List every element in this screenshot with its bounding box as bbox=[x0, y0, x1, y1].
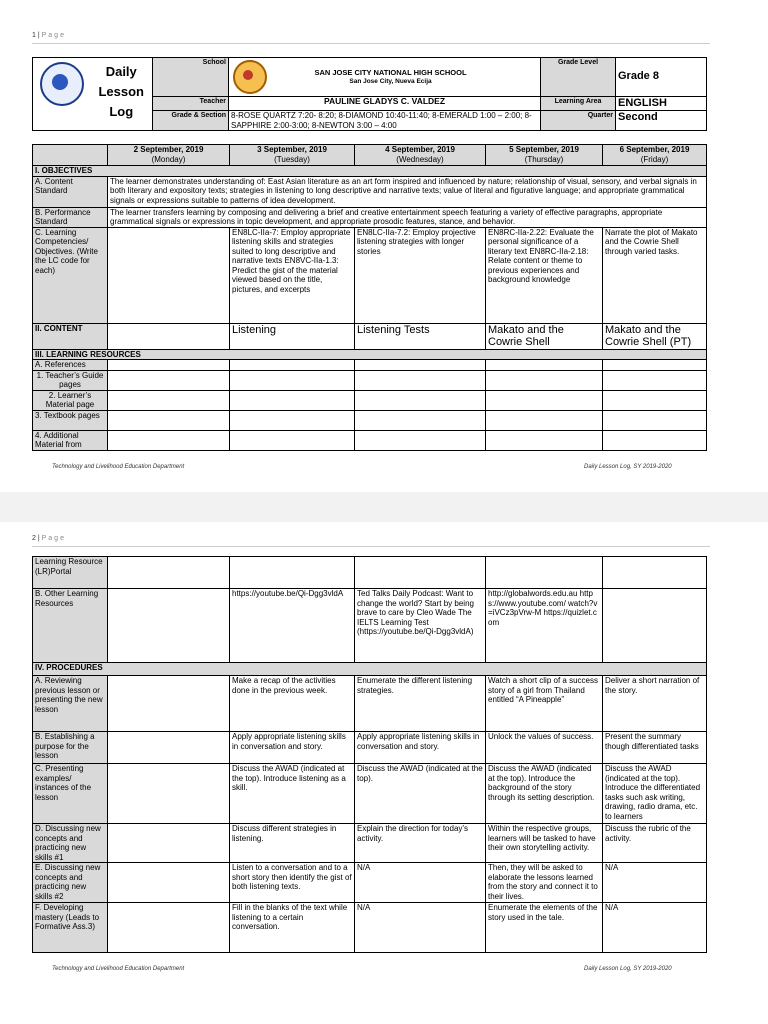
content-standard-label: A. Content Standard bbox=[33, 176, 108, 207]
content-thu: Makato and the Cowrie Shell bbox=[486, 323, 603, 349]
dll-table-page1 bbox=[32, 144, 707, 451]
school-label: School bbox=[153, 58, 229, 97]
learners-material-label: 2. Learner’s Material page bbox=[33, 390, 108, 410]
learning-area-label: Learning Area bbox=[541, 97, 616, 111]
header-table bbox=[32, 57, 707, 131]
quarter: Second bbox=[616, 111, 707, 131]
procedure-row: A. Reviewing previous lesson or presenting the new lesson Make a recap of the activities done in the previous week. Enumerate the different listening strategies. Watch a short clip of a success story of a girl from Thailand entitled “A Pineapple” Deliver a short narration of the story. bbox=[33, 676, 707, 732]
other-resources-thu: http://globalwords.edu.au https://www.youtube.com/ watch?v=iVCz3pVrw-M https://quizlet.com bbox=[486, 589, 603, 663]
teacher-name: PAULINE GLADYS C. VALDEZ bbox=[229, 97, 541, 111]
page-number: 2 | Page bbox=[32, 535, 66, 542]
footer-left: Technology and Livelihood Education Department bbox=[52, 966, 185, 972]
references-label: A. References bbox=[33, 360, 108, 371]
quarter-label: Quarter bbox=[541, 111, 616, 131]
school-name: SAN JOSE CITY NATIONAL HIGH SCHOOL bbox=[314, 67, 467, 77]
footer-left: Technology and Livelihood Education Department bbox=[52, 464, 185, 470]
page-1 bbox=[0, 0, 768, 492]
performance-standard-label: B. Performance Standard bbox=[33, 207, 108, 227]
page-number: 1 | Page bbox=[32, 32, 66, 39]
learning-area: ENGLISH bbox=[616, 97, 707, 111]
procedures-heading: IV. PROCEDURES bbox=[33, 663, 707, 676]
teachers-guide-label: 1. Teacher’s Guide pages bbox=[33, 370, 108, 390]
content-wed: Listening Tests bbox=[355, 323, 486, 349]
competency-wed: EN8LC-IIa-7.2: Employ projective listening strategies with longer stories bbox=[355, 227, 486, 323]
school-logo bbox=[233, 60, 267, 94]
textbook-label: 3. Textbook pages bbox=[33, 410, 108, 430]
procedure-row: D. Discussing new concepts and practicing new skills #1 Discuss different strategies in listening. Explain the direction for today’s activity. Within the respective groups, learners will be tasked to have their own storytelling activity. Discuss the rubric of the activity. bbox=[33, 824, 707, 863]
content-standard-text: The learner demonstrates understanding of: East Asian literature as an art form inspired and influenced by nature; relationship of visual, sensory, and verbal signals in both literary and expository texts; strategies in listening to long descriptive and narrative texts; value of literal and figurative language; and appropriate grammatical signals or expressions suitable to patterns of idea development. bbox=[108, 176, 707, 207]
additional-material-label: 4. Additional Material from bbox=[33, 430, 108, 450]
teacher-label: Teacher bbox=[153, 97, 229, 111]
header-rule bbox=[32, 43, 710, 44]
dll-title: Daily Lesson Log bbox=[91, 58, 153, 131]
deped-seal bbox=[33, 58, 91, 131]
resources-heading: III. LEARNING RESOURCES bbox=[33, 349, 707, 360]
content-heading: II. CONTENT bbox=[33, 323, 108, 349]
objectives-heading: I. OBJECTIVES bbox=[33, 166, 707, 177]
days-row: 2 September, 2019 (Monday) 3 September, 2019 (Tuesday) 4 September, 2019 (Wednesday) 5 September, 2019 (Thursday) 6 September, 2019 (Friday) bbox=[33, 145, 707, 166]
other-resources-label: B. Other Learning Resources bbox=[33, 589, 108, 663]
grade-level: Grade 8 bbox=[616, 58, 707, 97]
header-rule bbox=[32, 546, 710, 547]
dll-table-page2 bbox=[32, 556, 707, 953]
content-fri: Makato and the Cowrie Shell (PT) bbox=[603, 323, 707, 349]
other-resources-mon bbox=[108, 589, 230, 663]
school-cell bbox=[229, 58, 541, 97]
competency-thu: EN8RC-IIa-2.22: Evaluate the personal significance of a literary text EN8RC-IIa-2.18: Relate content or theme to previous experiences and background knowledge bbox=[486, 227, 603, 323]
footer-right: Daily Lesson Log, SY 2019-2020 bbox=[584, 464, 672, 470]
other-resources-wed: Ted Talks Daily Podcast: Want to change the world? Start by being brave to care by Cleo Wade The IELTS Learning Test (https://youtube.be/Qi-Dgg3vldA) bbox=[355, 589, 486, 663]
performance-standard-text: The learner transfers learning by composing and delivering a brief and creative entertainment speech featuring a variety of effective paragraphs, appropriate grammatical signals or expressions in topic development, and appropriate prosodic features, stance, and behavior. bbox=[108, 207, 707, 227]
page-2 bbox=[0, 522, 768, 1024]
procedure-row: F. Developing mastery (Leads to Formative Ass.3) Fill in the blanks of the text while listening to a certain conversation. N/A Enumerate the elements of the story used in the tale. N/A bbox=[33, 903, 707, 953]
content-tue: Listening bbox=[230, 323, 355, 349]
school-address: San Jose City, Nueva Ecija bbox=[349, 78, 432, 85]
other-resources-fri bbox=[603, 589, 707, 663]
other-resources-tue: https://youtube.be/Qi-Dgg3vldA bbox=[230, 589, 355, 663]
grade-section: 8-ROSE QUARTZ 7:20- 8:20; 8-DIAMOND 10:40-11:40; 8-EMERALD 1:00 – 2:00; 8-SAPPHIRE 2:00-3:00; 8-NEWTON 3:00 – 4:00 bbox=[229, 111, 541, 131]
content-mon bbox=[108, 323, 230, 349]
lr-portal-label: Learning Resource (LR)Portal bbox=[33, 557, 108, 589]
grade-section-label: Grade & Section bbox=[153, 111, 229, 131]
competency-mon bbox=[108, 227, 230, 323]
procedure-row: E. Discussing new concepts and practicing new skills #2 Listen to a conversation and to a short story then identify the gist of both listening texts. N/A Then, they will be asked to elaborate the lessons learned from the story and connect it to their lives. N/A bbox=[33, 863, 707, 903]
grade-level-label: Grade Level bbox=[541, 58, 616, 97]
procedure-row: B. Establishing a purpose for the lesson Apply appropriate listening skills in conversation and story. Apply appropriate listening skills in conversation and story. Unlock the values of success. Present the summary though differentiated tasks bbox=[33, 732, 707, 764]
procedure-row: C. Presenting examples/ instances of the lesson Discuss the AWAD (indicated at the top). Introduce listening as a skill. Discuss the AWAD (indicated at the top). Discuss the AWAD (indicated at the top). Introduce the background of the story through its setting description. Discuss the AWAD (indicated at the top). Introduce the differentiated tasks such ask writing, drawing, radio drama, etc. to learners bbox=[33, 764, 707, 824]
competency-tue: EN8LC-IIa-7: Employ appropriate listening skills and strategies suited to long descriptive and narrative texts EN8VC-IIa-1.3: Predict the gist of the material viewed based on the title, pictures, and excerpts bbox=[230, 227, 355, 323]
competency-fri: Narrate the plot of Makato and the Cowrie Shell through varied tasks. bbox=[603, 227, 707, 323]
footer-right: Daily Lesson Log, SY 2019-2020 bbox=[584, 966, 672, 972]
competencies-label: C. Learning Competencies/ Objectives. (Write the LC code for each) bbox=[33, 227, 108, 323]
